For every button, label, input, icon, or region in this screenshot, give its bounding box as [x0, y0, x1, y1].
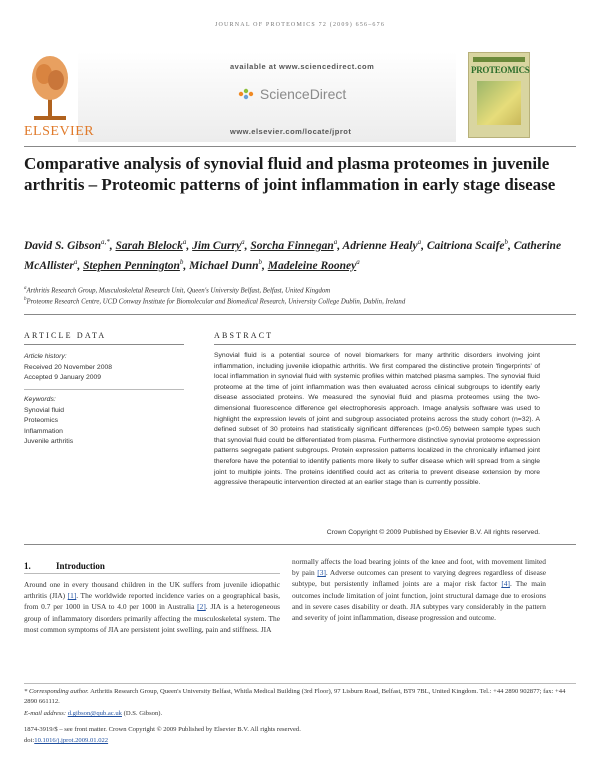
cover-title: PROTEOMICS	[471, 65, 530, 75]
author-name	[192, 240, 244, 252]
author-affiliation-marker: a	[182, 238, 187, 246]
author-name-text: Sorcha Finnegan	[250, 239, 334, 252]
citation-link[interactable]: [2]	[197, 602, 206, 612]
history-label: Article history:	[24, 353, 67, 360]
author-name	[267, 257, 360, 272]
sciencedirect-logo	[238, 86, 346, 102]
author-affiliation-marker: b	[179, 257, 184, 266]
doi-link[interactable]: 10.1016/j.jprot.2009.01.022	[34, 737, 109, 744]
author-affiliation-marker: b	[258, 257, 263, 266]
author-affiliation-marker: a	[356, 257, 360, 266]
corresponding-address: Arthritis Research Group, Queen's University Belfast, Whitla Medical Building (3rd Floor), 97 Lisburn Road, Belfast, BT9 7BL, United Kingdom. Tel.: +44 2890 902877; fax: +44 2890 661112.	[24, 688, 566, 705]
accepted-date: Accepted 9 January 2009	[24, 374, 102, 381]
abstract-end-rule	[24, 544, 576, 545]
keywords-block	[24, 395, 184, 448]
email-link[interactable]: d.gibson@qub.ac.uk	[67, 710, 122, 717]
header-divider	[24, 146, 576, 147]
section-title: Introduction	[56, 561, 105, 571]
body-text: Around one in every thousand children in the UK suffers from juvenile idiopathic arthritis (JIA)	[24, 580, 280, 601]
body-text: . The main outcomes include limitation of joint function, joint structural damage due to erosions and in severe cases disability or death. JIA subtypes vary considerably in the pattern and severity of joint inflammation, disease progression and outcome.	[292, 579, 546, 623]
citation-link[interactable]: [3]	[317, 568, 326, 578]
received-date: Received 20 November 2008	[24, 363, 113, 371]
elsevier-wordmark: ELSEVIER	[24, 124, 95, 139]
intro-column-right	[292, 556, 546, 623]
author-name-text: Catherine McAllister	[24, 239, 562, 272]
abstract-copyright: Crown Copyright © 2009 Published by Elsevier B.V. All rights reserved.	[326, 529, 540, 536]
footnote-divider	[24, 683, 576, 684]
keywords-label: Keywords:	[24, 396, 56, 403]
keyword-item: Juvenile arthritis	[24, 438, 74, 445]
citation-link[interactable]: [4]	[501, 579, 510, 589]
email-suffix: (D.S. Gibson).	[123, 710, 163, 717]
author-name-text: Adrienne Healy	[342, 239, 418, 252]
history-rule	[24, 389, 184, 390]
email-label: E-mail address:	[24, 710, 67, 717]
section-heading-introduction	[24, 561, 105, 571]
corresponding-author-note	[24, 687, 576, 707]
author-list: David S. Gibson$^{a,*}$, Sarah Blelock$^a$, Jim Curry$^a$, Sorcha Finnegan$^a$, Adrienne Healy$^a$, Caitriona Scaife$^b$, Catherine McAllister$^a$, Stephen Pennington$^b$, Michael Dunn$^b$, Madeleine Rooney$^a$	[24, 238, 562, 272]
article-data-heading: ARTICLE DATA	[24, 331, 107, 340]
elsevier-tree-logo	[30, 54, 70, 122]
section-number: 1.	[24, 561, 31, 571]
keyword-item: Proteomics	[24, 417, 58, 424]
keyword-item: Inflammation	[24, 427, 63, 435]
author-affiliation-marker: b	[504, 238, 509, 246]
author-affiliation-marker: a,*	[101, 238, 110, 246]
journal-header: JOURNAL OF PROTEOMICS 72 (2009) 656–676	[214, 22, 386, 28]
affiliation-text: Arthritis Research Group, Musculoskeletal Research Unit, Queen's University Belfast, Belfast, United Kingdom	[26, 287, 331, 295]
sciencedirect-label: ScienceDirect	[259, 86, 347, 102]
email-note	[24, 709, 576, 719]
intro-column-left	[24, 579, 280, 635]
author-name-text: Madeleine Rooney	[267, 259, 357, 272]
affiliation-a	[24, 286, 576, 294]
author-name-text: Michael Dunn	[189, 259, 259, 272]
author-name	[427, 240, 508, 252]
author-name-text: Jim Curry	[192, 239, 242, 252]
author-name	[116, 240, 187, 252]
author-name	[83, 257, 184, 272]
body-text: . Adverse outcomes can present to varying degrees regardless of disease subtype, but persistently inflamed joints are a major risk factor	[292, 568, 547, 589]
author-name-text: Stephen Pennington	[83, 259, 180, 272]
abstract-heading: ABSTRACT	[214, 331, 274, 340]
affiliation-marker: a	[24, 286, 27, 291]
cover-bar	[473, 57, 525, 62]
availability-link[interactable]: available at www.sciencedirect.com	[230, 62, 375, 71]
author-name	[250, 240, 337, 252]
body-text: normally affects the load bearing joints of the knee and foot, with movement limited by pain	[292, 557, 546, 578]
article-title: Comparative analysis of synovial fluid and plasma proteomes in juvenile arthritis – Proteomic patterns of joint inflammation in early stage disease	[24, 154, 556, 194]
affiliation-divider	[24, 314, 576, 315]
author-name-text: David S. Gibson	[24, 239, 101, 252]
author-affiliation-marker: a	[417, 238, 422, 246]
keyword-item: Synovial fluid	[24, 406, 65, 414]
author-name-text: Caitriona Scaife	[426, 239, 505, 252]
issn-note: 1874-3919/$ – see front matter. Crown Copyright © 2009 Published by Elsevier B.V. All rights reserved.	[24, 726, 301, 733]
body-text: . JIA is a heterogeneous group of inflammatory disorders primarily affecting the musculoskeletal system. The most common symptoms of JIA are persistent joint swelling, pain and stiffness. JIA	[24, 602, 280, 634]
author-name-text: Sarah Blelock	[115, 239, 183, 252]
author-affiliation-marker: a	[73, 257, 78, 266]
affiliation-b	[24, 297, 576, 305]
affiliation-text: Proteome Research Centre, UCD Conway Institute for Biomolecular and Biomedical Research, University College Dublin, Dublin, Ireland	[26, 298, 406, 306]
journal-url-link[interactable]: www.elsevier.com/locate/jprot	[230, 127, 352, 136]
doi-note	[24, 736, 576, 746]
author-affiliation-marker: a	[241, 238, 245, 246]
doi-label: doi:	[24, 737, 35, 744]
citation-link[interactable]: [1]	[67, 591, 77, 601]
author-name	[189, 257, 263, 272]
cover-artwork	[477, 81, 521, 125]
author-name	[24, 240, 110, 252]
author-name	[343, 240, 422, 252]
section-rule	[24, 573, 280, 574]
body-text: . The worldwide reported incidence varies on a geographical basis, from 0.7 per 1000 in USA to 4.0 per 1000 in Australia	[24, 591, 280, 612]
journal-cover	[468, 52, 530, 138]
article-history	[24, 352, 184, 384]
abstract-rule	[214, 344, 576, 345]
article-data-rule	[24, 344, 184, 345]
corresponding-label: * Corresponding author.	[24, 688, 89, 695]
sciencedirect-dots-icon	[238, 87, 256, 101]
abstract-text: Synovial fluid is a potential source of novel biomarkers for many arthritic disorders involving joint inflammation, including juvenile idiopathic arthritis. We first compared the distinctive protein 'fingerprints' of local inflammation in synovial fluid with systemic profiles within matched plasma samples. The synovial fluid proteome at the time of joint inflammation was then evaluated across clinical subgroups to identify early disease associated proteins. We measured the synovial fluid and plasma proteomes using the two-dimensional fluorescence difference gel electrophoresis approach. Image analysis software was used to highlight the expression levels of joint and subgroup associated proteins across the study cohort (n=32). A defined subset of 30 proteins had statistically significant differences (p<0.05) between sample types such that synovial fluid could be differentiated from plasma. Furthermore distinctive synovial proteome expression patterns segregate patient subgroups. Protein expression patterns localized in the chronically inflamed joint therefore have the potential to identify patients more likely to suffer disease which will spread from a single joint to multiple joints. The proteins identified could act as criteria to prevent disease extension by more aggressive therapeutic intervention directed at an earlier stage than is currently possible.	[214, 352, 540, 487]
affiliation-marker: b	[24, 297, 27, 302]
author-affiliation-marker: a	[333, 238, 338, 246]
